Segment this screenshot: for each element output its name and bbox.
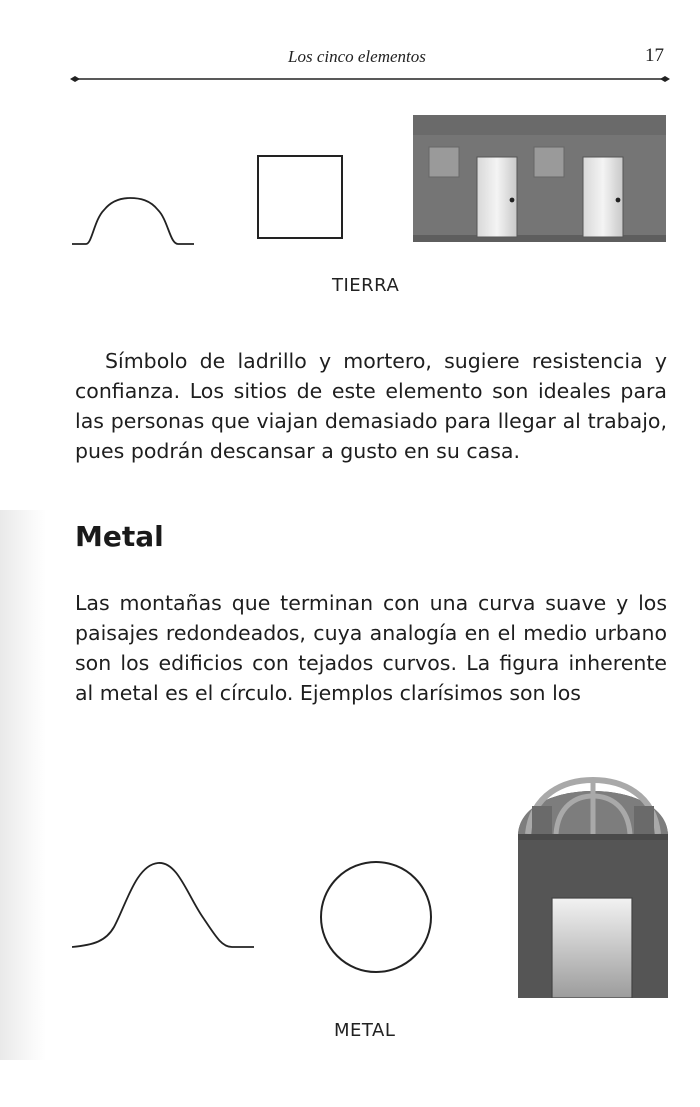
figure-caption-tierra: TIERRA [332, 275, 400, 296]
page-margin-shadow [0, 510, 46, 1060]
section-title-metal: Metal [75, 520, 164, 553]
left-diamond-icon [70, 76, 80, 82]
rounded-hill-curve-icon [72, 190, 202, 250]
paragraph-tierra: Símbolo de ladrillo y mortero, sugiere resistencia y confianza. Los sitios de este elemento son ideales para las personas que viajan demasiado para llegar al trabajo, pues podrán descansar a gusto en su casa. [75, 349, 667, 463]
bell-curve-icon [72, 855, 262, 955]
figure-caption-metal: METAL [334, 1020, 396, 1041]
domed-building-icon [518, 766, 668, 998]
right-diamond-icon [660, 76, 670, 82]
square-outline-icon [257, 155, 345, 241]
building-with-doors-icon [413, 115, 666, 242]
running-title: Los cinco elementos [288, 47, 426, 66]
page-number: 17 [645, 45, 664, 66]
header-rule [70, 74, 670, 84]
paragraph-metal: Las montañas que terminan con una curva suave y los paisajes redondeados, cuya analogía en el medio urbano son los edificios con tejados curvos. La figura inherente al metal es el círculo. Ejemplos clarísimos son los [75, 591, 667, 705]
circle-outline-icon [318, 859, 434, 975]
